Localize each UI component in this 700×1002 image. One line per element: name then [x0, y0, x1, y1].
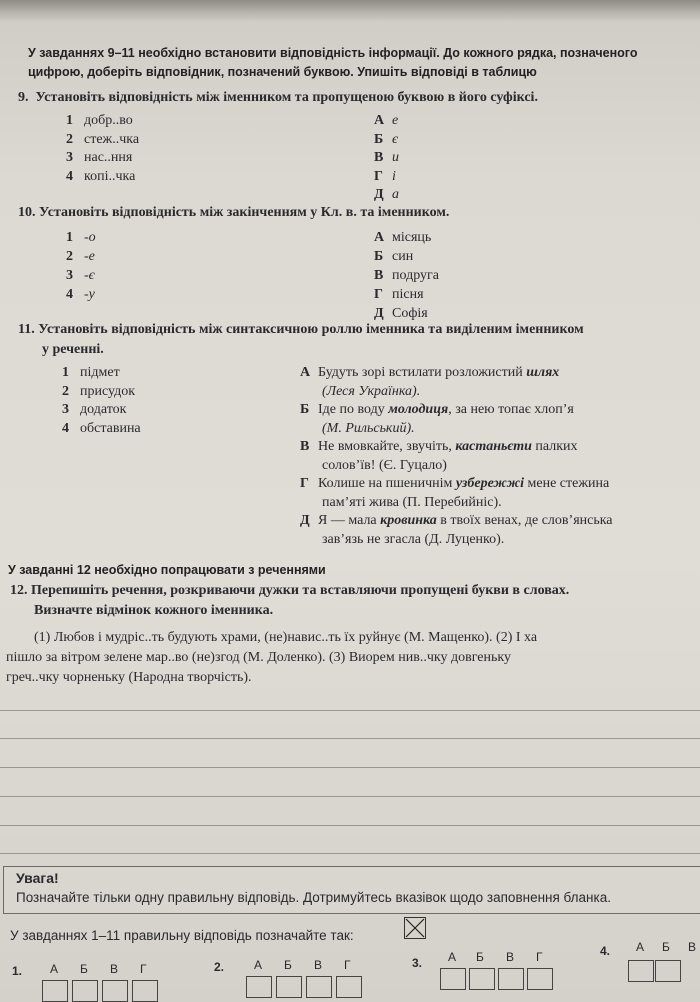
answer-letter: А	[448, 950, 457, 964]
answer-checkbox[interactable]	[246, 976, 272, 998]
answer-letter: А	[50, 962, 59, 976]
page-shadow	[0, 0, 700, 22]
answer-line	[0, 825, 700, 826]
list-item: В Не вмовкайте, звучіть, кастаньєти палких	[300, 439, 578, 454]
q10-title: Установіть відповідність між закінченням у Кл. в. та іменником.	[39, 205, 450, 220]
list-item: 3 додаток	[62, 402, 127, 417]
answer-line	[0, 738, 700, 739]
list-item: 3 -є	[66, 268, 95, 283]
q12-title: Перепишіть речення, розкриваючи дужки та вставляючи пропущені букви в словах.	[31, 583, 570, 598]
list-item: Д Софія	[374, 306, 428, 321]
list-item: В и	[374, 150, 399, 165]
list-item: Д Я — мала кровинка в твоїх венах, де слов’янська	[300, 513, 613, 528]
list-item: 1 добр..во	[66, 113, 133, 128]
list-item: 1 -о	[66, 230, 96, 245]
q12-heading	[10, 583, 569, 599]
answer-checkbox[interactable]	[527, 968, 553, 990]
list-item: 2 присудок	[62, 383, 136, 399]
answer-line	[0, 710, 700, 711]
answer-line	[0, 796, 700, 797]
answer-num-1: 1.	[12, 964, 23, 978]
answer-checkbox[interactable]	[469, 968, 495, 990]
list-item: Г пісня	[374, 287, 424, 302]
list-item-continuation: (М. Рильський).	[322, 420, 415, 436]
answer-checkbox[interactable]	[336, 976, 362, 998]
q10-heading	[18, 205, 449, 221]
list-item: 4 копі..чка	[66, 168, 136, 184]
answer-letter: Г	[344, 958, 351, 972]
list-item: Б син	[374, 249, 414, 264]
list-item: 3 нас..ння	[66, 150, 133, 165]
q11-left-list	[62, 364, 141, 438]
q12-title-line-2: Визначте відмінок кожного іменника.	[34, 603, 274, 618]
q12-number: 12.	[10, 583, 28, 598]
list-item: В подруга	[374, 268, 439, 283]
answer-letter: В	[506, 950, 515, 964]
answer-checkbox[interactable]	[440, 968, 466, 990]
list-item: 4 обставина	[62, 420, 141, 436]
q12-text-line-3: греч..чку чорненьку (Народна творчість).	[6, 670, 252, 685]
q11-right-list	[300, 364, 613, 549]
answer-checkbox[interactable]	[42, 980, 68, 1002]
list-item: 4 -у	[66, 287, 95, 302]
answer-checkbox[interactable]	[498, 968, 524, 990]
answer-letter: В	[688, 940, 697, 954]
answer-letter: Б	[476, 950, 484, 964]
answer-letter: Б	[80, 962, 88, 976]
answer-checkbox[interactable]	[655, 960, 681, 982]
q9-heading	[18, 90, 538, 106]
answer-letter: Г	[536, 950, 543, 964]
answer-instruction: У завданнях 1–11 правильну відповідь позначайте так:	[10, 928, 354, 943]
warning-text: Позначайте тільки одну правильну відповідь. Дотримуйтесь вказівок щодо заповнення бланка.	[16, 890, 611, 905]
answer-line	[0, 767, 700, 768]
q9-title: Установіть відповідність між іменником та пропущеною буквою в його суфіксі.	[35, 90, 538, 105]
q10-right-list	[374, 228, 439, 323]
list-item-continuation: (Леся Українка).	[322, 383, 421, 399]
instructions-line-2: цифрою, доберіть відповідник, позначений буквою. Упишіть відповіді в таблицю	[28, 65, 537, 79]
answer-letter: Б	[662, 940, 670, 954]
q9-number: 9.	[18, 90, 29, 105]
answer-num-2: 2.	[214, 960, 225, 974]
q9-left-list	[66, 112, 139, 186]
answer-checkbox[interactable]	[306, 976, 332, 998]
list-item: Г і	[374, 168, 396, 184]
list-item: 1 підмет	[62, 365, 120, 380]
q10-number: 10.	[18, 205, 36, 220]
answer-checkbox[interactable]	[132, 980, 158, 1002]
q12-text-line-2: пішло за вітром зелене мар..во (не)згод (М. Доленко). (3) Виорем нив..чку довгеньку	[6, 650, 511, 665]
answer-letter: А	[254, 958, 263, 972]
instructions-12: У завданні 12 необхідно попрацювати з реченнями	[8, 563, 326, 577]
answer-letter: Г	[140, 962, 147, 976]
answer-num-4: 4.	[600, 944, 611, 958]
answer-checkbox[interactable]	[276, 976, 302, 998]
q10-left-list	[66, 228, 96, 304]
answer-checkbox[interactable]	[628, 960, 654, 982]
warning-title: Увага!	[16, 870, 59, 886]
q11-heading	[18, 322, 584, 338]
answer-letter: В	[314, 958, 323, 972]
q11-title: Установіть відповідність між синтаксичною роллю іменника та виділеним іменником	[38, 322, 584, 337]
list-item: А місяць	[374, 230, 432, 245]
list-item-continuation: зав’язь не згасла (Д. Луценко).	[322, 531, 505, 547]
list-item: Б Іде по воду молодиця, за нею топає хлоп’я	[300, 402, 574, 417]
answer-checkbox[interactable]	[102, 980, 128, 1002]
instructions-line-1: У завданнях 9–11 необхідно встановити відповідність інформації. До кожного рядка, позначеного	[28, 46, 638, 60]
list-item: Б є	[374, 131, 399, 147]
list-item: А е	[374, 113, 399, 128]
answer-letter: А	[636, 940, 645, 954]
answer-line	[0, 853, 700, 854]
answer-checkbox[interactable]	[72, 980, 98, 1002]
list-item: 2 стеж..чка	[66, 131, 140, 147]
example-mark-icon	[404, 917, 426, 939]
answer-letter: В	[110, 962, 119, 976]
list-item-continuation: пам’яті жива (П. Перебийніс).	[322, 494, 502, 510]
answer-num-3: 3.	[412, 956, 423, 970]
list-item: Г Колише на пшеничнім узбережжі мене стежина	[300, 476, 610, 491]
q11-title-line-2: у реченні.	[42, 342, 104, 357]
q11-number: 11.	[18, 322, 35, 337]
list-item: 2 -е	[66, 249, 95, 264]
answer-letter: Б	[284, 958, 292, 972]
q12-text-line-1: (1) Любов і мудріс..ть будують храми, (не)навис..ть їх руйнує (М. Мащенко). (2) І ха	[34, 630, 538, 645]
list-item-continuation: солов’їв! (Є. Гуцало)	[322, 457, 447, 473]
list-item: Д а	[374, 187, 399, 202]
list-item: А Будуть зорі встилати розложистий шлях	[300, 365, 560, 380]
q9-right-list	[374, 112, 399, 205]
